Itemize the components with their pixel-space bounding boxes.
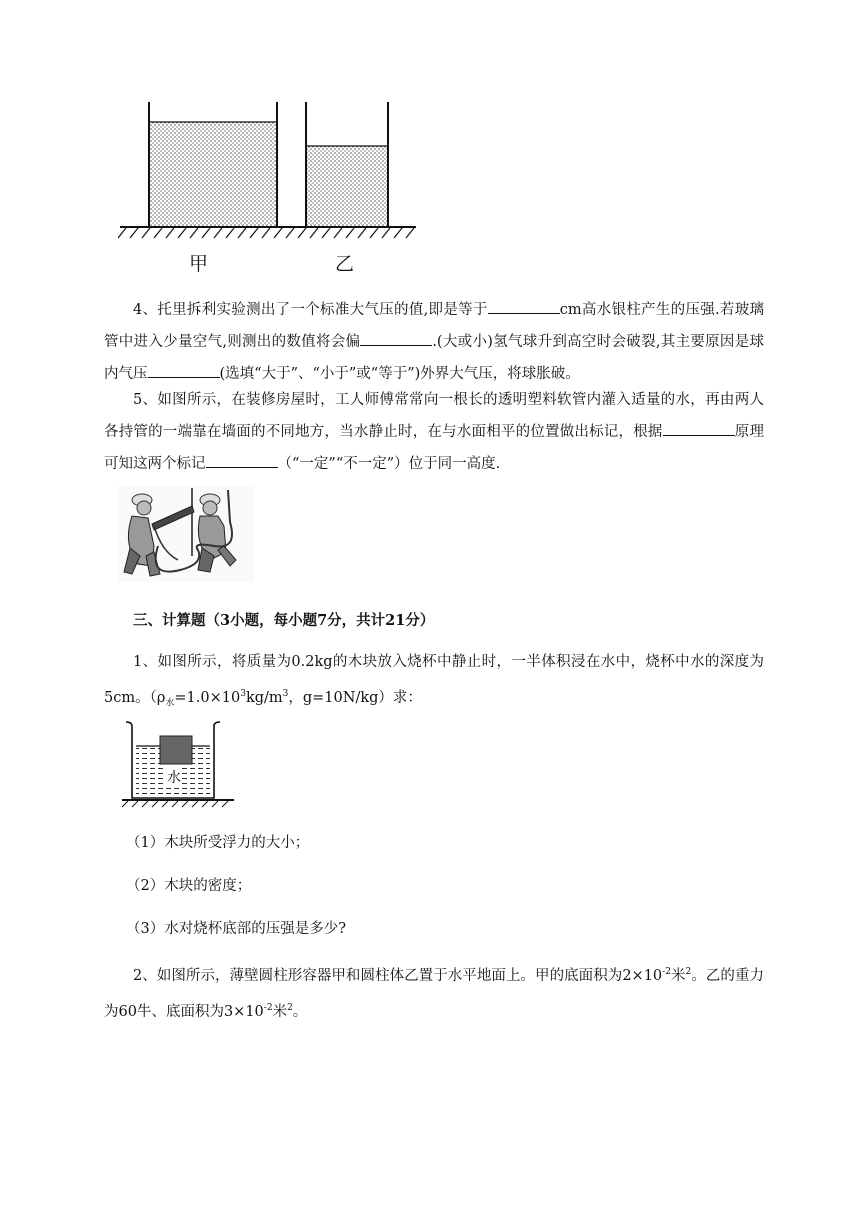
container-jia [149,102,277,226]
beaker-figure [118,716,238,808]
label-jia: 甲 [189,253,209,275]
calc-question-2: 2、如图所示，薄壁圆柱形容器甲和圆柱体乙置于水平地面上。甲的底面积为$2\times 10^{-2}$米$^2$。乙的重力为60牛、底面积为$3\times 10^{-2}$米$^2$。 [104,967,764,1020]
question-4: 4、托里拆利实验测出了一个标准大气压的值,即是等于 cm高水银柱产生的压强.若玻璃管中进入少量空气,则测出的数值将会偏 .(大或小)氢气球升到高空时会破裂,其主要原因是球内气压 (选填“大于”、“小于”或“等于”)外界大气压，将球胀破。 [104,294,764,390]
label-yi: 乙 [335,253,355,275]
answer-blank[interactable] [488,299,560,314]
answer-blank[interactable] [663,421,735,436]
question-5: 5、如图所示，在装修房屋时，工人师傅常常向一根长的透明塑料软管内灌入适量的水，再由两人各持管的一端靠在墙面的不同地方，当水静止时，在与水面相平的位置做出标记，根据 原理可知这两个标记 （“一定”“不一定”）位于同一高度. [104,392,765,472]
workers-hose-illustration [118,486,254,582]
sub-question-2: （2）木块的密度； [126,878,252,894]
sub-question-3: （3）水对烧杯底部的压强是多少? [126,921,346,937]
answer-blank[interactable] [148,363,220,378]
containers-figure [118,100,418,280]
beaker-water-label: 水 [166,767,182,787]
calc-question-1: 1、如图所示，将质量为0.2kg的木块放入烧杯中静止时，一半体积浸在水中，烧杯中水的深度为5cm。（$\rho_水=1.0\times 10^3kg/m^3$，g=10N/kg）求： [104,654,764,709]
container-yi [306,102,388,226]
sub-question-1: （1）木块所受浮力的大小； [126,835,310,851]
section-3-title: 三、计算题（3小题，每小题7分，共计21分） [133,612,435,629]
answer-blank[interactable] [360,331,432,346]
answer-blank[interactable] [206,453,278,468]
